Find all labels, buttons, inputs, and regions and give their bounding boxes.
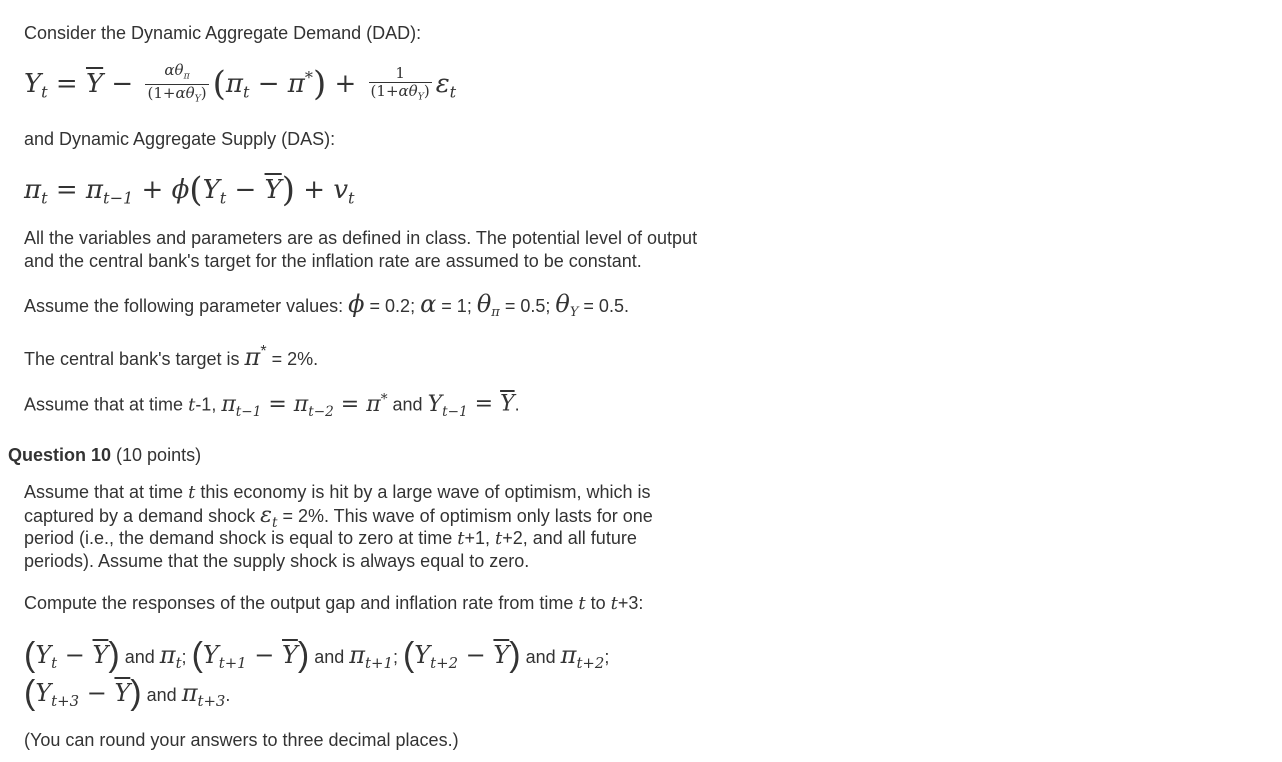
assumption-line-1: All the variables and parameters are as defined in class. The potential level of output bbox=[24, 228, 698, 248]
dad-intro: Consider the Dynamic Aggregate Demand (DAD): bbox=[24, 23, 422, 43]
question-title: Question 10 (10 points) bbox=[8, 445, 202, 465]
shock-line-2: captured by a demand shock $\varepsilon_t = 2\%$. This wave of optimism only lasts for one bbox=[24, 503, 653, 531]
shock-line-4: periods). Assume that the supply shock is always equal to zero. bbox=[24, 551, 530, 571]
responses-row-1: $(Y_t - \overline{Y})$ and $\pi_t$; $(Y_{t+1} - \overline{Y})$ and $\pi_{t+1}$; $(Y_{t+2} - \overline{Y})$ and $\pi_{t+2}$; bbox=[24, 636, 610, 674]
das-equation: $\pi_t = \pi_{t-1} + \phi(Y_t - \overline{Y}) + v_t$ bbox=[24, 170, 355, 210]
shock-line-1: Assume that at time t this economy is hit by a large wave of optimism, which is bbox=[24, 482, 651, 503]
inflation-target: The central bank's target is π* = 2%. bbox=[24, 342, 319, 371]
shock-line-3: period (i.e., the demand shock is equal to zero at time t+1, t+2, and all future bbox=[24, 528, 637, 549]
assumption-line-2: and the central bank's target for the inflation rate are assumed to be constant. bbox=[24, 251, 642, 271]
das-intro: and Dynamic Aggregate Supply (DAS): bbox=[24, 129, 336, 149]
responses-row-2: $(Y_{t+3} - \overline{Y})$ and $\pi_{t+3}$. bbox=[24, 674, 231, 712]
compute-instruction: Compute the responses of the output gap and inflation rate from time t to t+3: bbox=[24, 593, 644, 614]
parameter-values: Assume the following parameter values: ϕ = 0.2; α = 1; $\theta_\pi = 0.5$; $\theta_Y = 0.5$. bbox=[24, 290, 629, 320]
rounding-note: (You can round your answers to three decimal places.) bbox=[24, 730, 459, 750]
initial-conditions: Assume that at time t-1, $\pi_{t-1} = \pi_{t-2} = \pi^*$ and $Y_{t-1} = \overline{Y}$. bbox=[24, 391, 520, 420]
dad-equation: $Y_t = \overline{Y}$ − $\frac{\alpha\theta_\pi}{(1+\alpha\theta_Y)}$ $(\pi_t - \pi^*)$ + $\frac{1}{(1+\alpha\theta_Y)}$ $\varepsilon_t$ bbox=[24, 61, 457, 105]
